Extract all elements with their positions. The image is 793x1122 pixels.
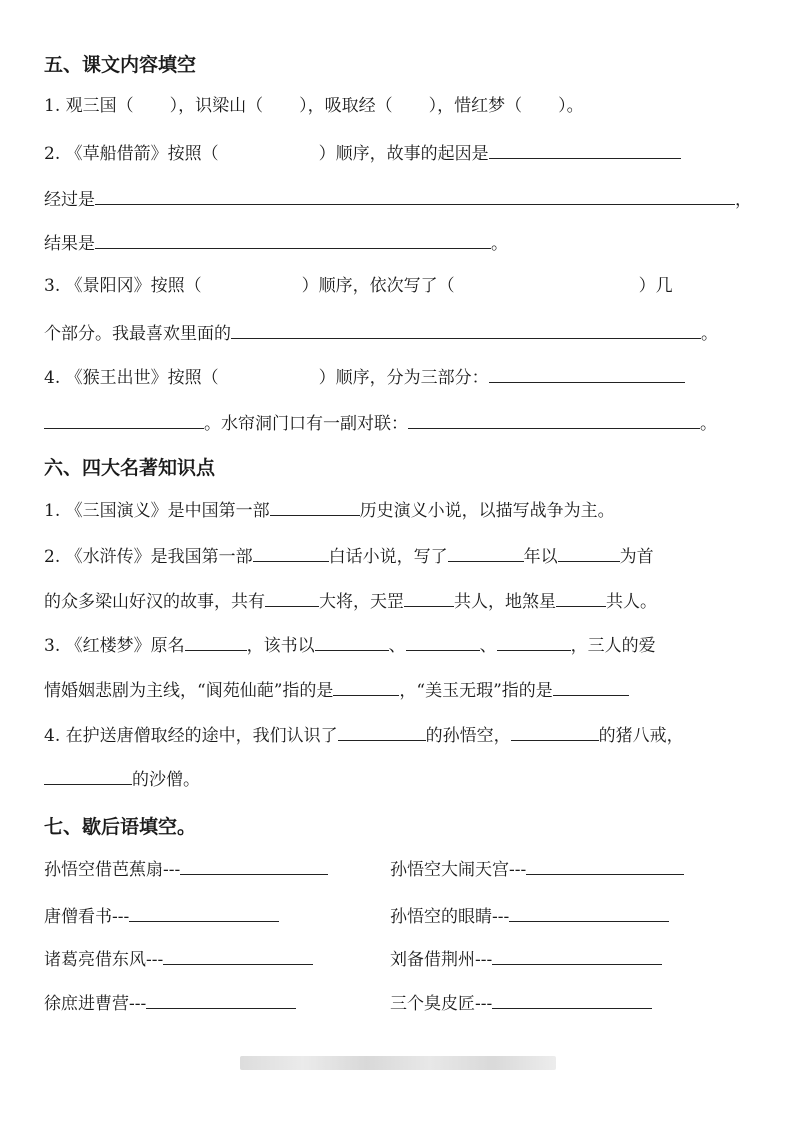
- s6-q2-blank-6[interactable]: [556, 588, 606, 607]
- s6-q3-blank-3[interactable]: [497, 632, 571, 651]
- section-5-title: 五、课文内容填空: [44, 54, 197, 76]
- xhy-item: [44, 990, 296, 1014]
- s6-q2-text-d: 为首: [619, 547, 654, 567]
- s6-q2-blank-2[interactable]: [448, 543, 524, 562]
- s6-q1: [44, 497, 615, 521]
- s6-q2-blank-3[interactable]: [558, 543, 620, 562]
- xhy-blank[interactable]: [492, 946, 662, 965]
- xhy-text: 唐僧看书---: [44, 907, 130, 927]
- s6-q3-blank-4[interactable]: [333, 677, 399, 696]
- s5-q1-text-c: ），吸取经（: [299, 96, 393, 116]
- s5-q4-line1: [44, 364, 685, 388]
- s5-q4-text-a: 4. 《猴王出世》按照（: [44, 368, 219, 388]
- s5-q2-text-e: 结果是: [44, 234, 95, 254]
- xhy-text: 三个臭皮匠---: [390, 994, 493, 1014]
- s5-q3-blank-favorite[interactable]: [231, 320, 701, 339]
- s6-q2-text-g: 共人，地煞星: [454, 592, 556, 612]
- xhy-text: 徐庶进曹营---: [44, 994, 147, 1014]
- xhy-blank[interactable]: [180, 856, 328, 875]
- s6-q3-blank-name[interactable]: [185, 632, 247, 651]
- s5-q1: [44, 94, 584, 118]
- s6-q4-text-b: 的孙悟空，: [425, 726, 511, 746]
- s5-q4-blank-couplet[interactable]: [408, 410, 700, 429]
- xhy-text: 孙悟空的眼睛---: [390, 907, 510, 927]
- s6-q3-text-b: ，该书以: [246, 636, 315, 656]
- xhy-item: [44, 946, 313, 970]
- s6-q2-text-c: 年以: [523, 547, 558, 567]
- s6-q1-text-b: 历史演义小说，以描写战争为主。: [359, 501, 615, 521]
- s5-q1-text-b: ），识梁山（: [169, 96, 264, 116]
- s6-q4-blank-1[interactable]: [338, 722, 426, 741]
- s6-q3-line2: [44, 677, 629, 701]
- s5-q2-blank-process[interactable]: [95, 186, 735, 205]
- s6-q4-text-a: 4. 在护送唐僧取经的途中，我们认识了: [44, 726, 338, 746]
- xhy-item: [390, 946, 662, 970]
- s6-q3-text-f: 情婚姻悲剧为主线，“阆苑仙葩”指的是: [44, 681, 334, 701]
- s6-q2-text-f: 大将，天罡: [319, 592, 404, 612]
- s6-q3-text-e: ，三人的爱: [570, 636, 656, 656]
- xhy-blank[interactable]: [526, 856, 684, 875]
- s5-q3-text-c: ）几: [638, 276, 673, 296]
- xhy-blank[interactable]: [163, 946, 313, 965]
- xhy-text: 诸葛亮借东风---: [44, 950, 164, 970]
- s5-q4-line2: [44, 410, 717, 434]
- s6-q3-text-d: 、: [479, 636, 497, 656]
- s5-q4-text-b: ）顺序，分为三部分：: [318, 368, 489, 388]
- s6-q3-text-c: 、: [388, 636, 406, 656]
- s5-q3-text-e: 。: [701, 324, 718, 344]
- s6-q3-text-a: 3. 《红楼梦》原名: [44, 636, 185, 656]
- xhy-item: [44, 903, 279, 927]
- s5-q2-blank-cause[interactable]: [489, 140, 681, 159]
- s6-q4-blank-3[interactable]: [44, 766, 132, 785]
- s5-q2-text-a: 2. 《草船借箭》按照（: [44, 144, 219, 164]
- s6-q4-blank-2[interactable]: [511, 722, 599, 741]
- s6-q2-blank-4[interactable]: [265, 588, 319, 607]
- s6-q1-text-a: 1. 《三国演义》是中国第一部: [44, 501, 270, 521]
- blurred-footer-watermark: [240, 1056, 556, 1070]
- s6-q3-blank-5[interactable]: [553, 677, 629, 696]
- s6-q3-blank-1[interactable]: [315, 632, 389, 651]
- s6-q2-blank-1[interactable]: [253, 543, 329, 562]
- xhy-blank[interactable]: [146, 990, 296, 1009]
- s5-q3-text-b: ）顺序，依次写了（: [301, 276, 455, 296]
- s5-q3-line1: [44, 274, 673, 298]
- s5-q2-line2: [44, 186, 752, 210]
- xhy-item: [390, 990, 652, 1014]
- s5-q2-line1: [44, 140, 681, 164]
- s5-q2-text-f: 。: [491, 234, 508, 254]
- s5-q4-text-d: 。: [700, 414, 717, 434]
- section-6-title: 六、四大名著知识点: [44, 457, 216, 479]
- s6-q2-text-a: 2. 《水浒传》是我国第一部: [44, 547, 253, 567]
- s5-q3-line2: [44, 320, 718, 344]
- s5-q1-text-a: 1. 观三国（: [44, 96, 134, 116]
- s6-q3-blank-2[interactable]: [406, 632, 480, 651]
- s5-q3-text-a: 3. 《景阳冈》按照（: [44, 276, 202, 296]
- section-7-title: 七、歇后语填空。: [44, 816, 197, 838]
- s6-q4-text-c: 的猪八戒，: [598, 726, 684, 746]
- s6-q4-line2: [44, 766, 200, 790]
- s6-q2-text-e: 的众多梁山好汉的故事，共有: [44, 592, 265, 612]
- s6-q4-text-d: 的沙僧。: [132, 770, 200, 790]
- xhy-blank[interactable]: [129, 903, 279, 922]
- s5-q2-blank-result[interactable]: [95, 230, 491, 249]
- xhy-item: [390, 903, 669, 927]
- s5-q2-line3: [44, 230, 508, 254]
- xhy-item: [44, 856, 328, 880]
- s5-q3-text-d: 个部分。我最喜欢里面的: [44, 324, 231, 344]
- s6-q3-text-g: ，“美玉无瑕”指的是: [399, 681, 553, 701]
- s6-q2-text-b: 白话小说，写了: [328, 547, 448, 567]
- s5-q2-text-b: ）顺序，故事的起因是: [318, 144, 489, 164]
- s6-q3-line1: [44, 632, 656, 656]
- s6-q4-line1: [44, 722, 684, 746]
- s5-q4-blank-parts[interactable]: [489, 364, 685, 383]
- xhy-text: 刘备借荆州---: [390, 950, 493, 970]
- s5-q1-text-e: ）。: [558, 96, 584, 116]
- s6-q2-text-h: 共人。: [606, 592, 657, 612]
- xhy-text: 孙悟空借芭蕉扇---: [44, 860, 181, 880]
- xhy-blank[interactable]: [509, 903, 669, 922]
- xhy-item: [390, 856, 684, 880]
- s5-q2-text-d: ，: [735, 190, 752, 210]
- s5-q1-text-d: ），惜红梦（: [428, 96, 523, 116]
- s5-q4-text-c: 。水帘洞门口有一副对联：: [204, 414, 408, 434]
- s6-q1-blank[interactable]: [270, 497, 360, 516]
- s6-q2-line1: [44, 543, 654, 567]
- s5-q4-blank-parts-cont[interactable]: [44, 410, 204, 429]
- xhy-text: 孙悟空大闹天宫---: [390, 860, 527, 880]
- xhy-blank[interactable]: [492, 990, 652, 1009]
- s6-q2-line2: [44, 588, 657, 612]
- s6-q2-blank-5[interactable]: [404, 588, 454, 607]
- s5-q2-text-c: 经过是: [44, 190, 95, 210]
